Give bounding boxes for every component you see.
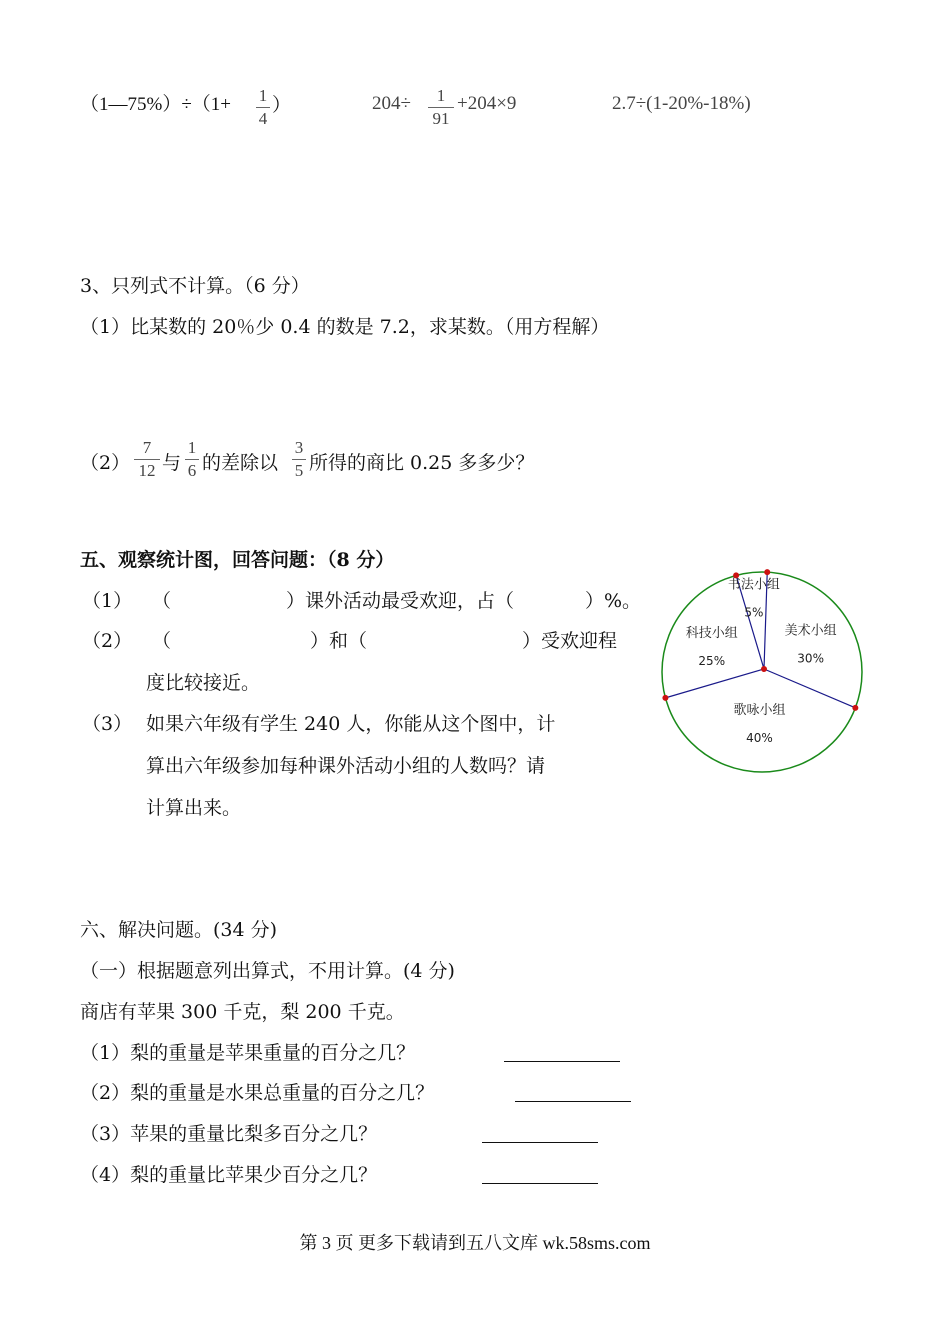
answer-blank-3[interactable] xyxy=(482,1142,598,1143)
fraction-denominator: 91 xyxy=(432,109,450,128)
s5-q1-text: ）课外活动最受欢迎，占（ xyxy=(286,590,515,612)
pie-slice-label: 科技小组 xyxy=(685,626,738,641)
q2-fraction-1 xyxy=(134,438,160,481)
expr-2-fraction xyxy=(428,86,454,129)
pie-slice-value: 5% xyxy=(744,605,764,620)
s6-question-4: （4）梨的重量比苹果少百分之几？ xyxy=(80,1164,378,1186)
section-6-subtitle: （一）根据题意列出算式，不用计算。(4 分) xyxy=(80,960,455,982)
s5-q1-tail: ）%。 xyxy=(585,590,642,612)
s5-q1-paren-open: （ xyxy=(152,590,172,612)
pie-slice-label: 书法小组 xyxy=(727,577,780,593)
fraction-denominator: 4 xyxy=(258,109,268,128)
section-3-q2-prefix: （2） xyxy=(80,452,131,474)
fraction-denominator: 6 xyxy=(187,461,197,480)
pie-center-point xyxy=(761,666,767,672)
q2-connector-1: 与 xyxy=(162,452,182,474)
fraction-denominator: 12 xyxy=(138,461,156,480)
fraction-numerator: 1 xyxy=(436,86,446,105)
s5-q2-paren-open: （ xyxy=(152,630,172,652)
expr-1-fraction xyxy=(256,86,270,129)
pie-slice-boundary xyxy=(665,669,764,698)
expr-3: 2.7÷(1-20%-18%) xyxy=(612,93,751,114)
activity-pie-chart xyxy=(655,565,870,780)
q2-connector-2: 的差除以 xyxy=(202,452,279,474)
section-5-title: 五、观察统计图，回答问题：（8 分） xyxy=(80,549,395,571)
pie-boundary-point xyxy=(852,705,858,711)
pie-slice-value: 40% xyxy=(746,730,773,745)
pie-slice-label: 歌咏小组 xyxy=(733,702,786,718)
page-footer: 第 3 页 更多下载请到五八文库 wk.58sms.com xyxy=(299,1233,651,1253)
fraction-numerator: 1 xyxy=(187,438,197,457)
section-3-title: 3、只列式不计算。（6 分） xyxy=(80,275,310,297)
s5-q3-line-1: 如果六年级有学生 240 人，你能从这个图中，计 xyxy=(146,713,556,735)
answer-blank-2[interactable] xyxy=(515,1101,631,1102)
pie-boundary-point xyxy=(764,569,770,575)
expr-1-prefix: （1—75%）÷（1+ xyxy=(80,94,231,115)
expr-2-prefix: 204÷ xyxy=(372,93,411,114)
fraction-numerator: 7 xyxy=(142,438,152,457)
expr-2-suffix: +204×9 xyxy=(457,93,517,114)
pie-slice-label: 美术小组 xyxy=(784,623,837,639)
expr-1 xyxy=(80,92,231,118)
fraction-denominator: 5 xyxy=(294,461,304,480)
fraction-numerator: 1 xyxy=(258,86,268,105)
s5-q2-number: （2） xyxy=(82,630,133,652)
s5-q3-number: （3） xyxy=(82,713,133,735)
s6-question-3: （3）苹果的重量比梨多百分之几？ xyxy=(80,1123,378,1145)
expr-1-suffix: ） xyxy=(272,94,292,116)
section-6-stem: 商店有苹果 300 千克，梨 200 千克。 xyxy=(80,1001,405,1023)
s6-question-1: （1）梨的重量是苹果重量的百分之几？ xyxy=(80,1042,416,1064)
answer-blank-1[interactable] xyxy=(504,1061,620,1062)
pie-boundary-point xyxy=(662,695,668,701)
section-3-question-1: （1）比某数的 20％少 0.4 的数是 7.2，求某数。（用方程解） xyxy=(80,316,610,338)
q2-fraction-2 xyxy=(185,438,199,481)
q2-fraction-3 xyxy=(292,438,306,481)
answer-blank-4[interactable] xyxy=(482,1183,598,1184)
s5-q2-text: ）受欢迎程 xyxy=(522,630,618,652)
section-6-title: 六、解决问题。(34 分) xyxy=(80,919,278,941)
s5-q3-line-3: 计算出来。 xyxy=(146,797,242,819)
s5-q2-and: ）和（ xyxy=(310,630,368,652)
s5-q3-line-2: 算出六年级参加每种课外活动小组的人数吗？请 xyxy=(146,755,546,777)
s5-q1-number: （1） xyxy=(82,590,133,612)
pie-slice-value: 30% xyxy=(797,651,824,666)
s5-q2-continued: 度比较接近。 xyxy=(146,672,261,694)
q2-suffix: 所得的商比 0.25 多多少？ xyxy=(309,452,535,474)
s6-question-2: （2）梨的重量是水果总重量的百分之几？ xyxy=(80,1082,435,1104)
pie-slice-value: 25% xyxy=(698,654,726,668)
fraction-numerator: 3 xyxy=(294,438,304,457)
